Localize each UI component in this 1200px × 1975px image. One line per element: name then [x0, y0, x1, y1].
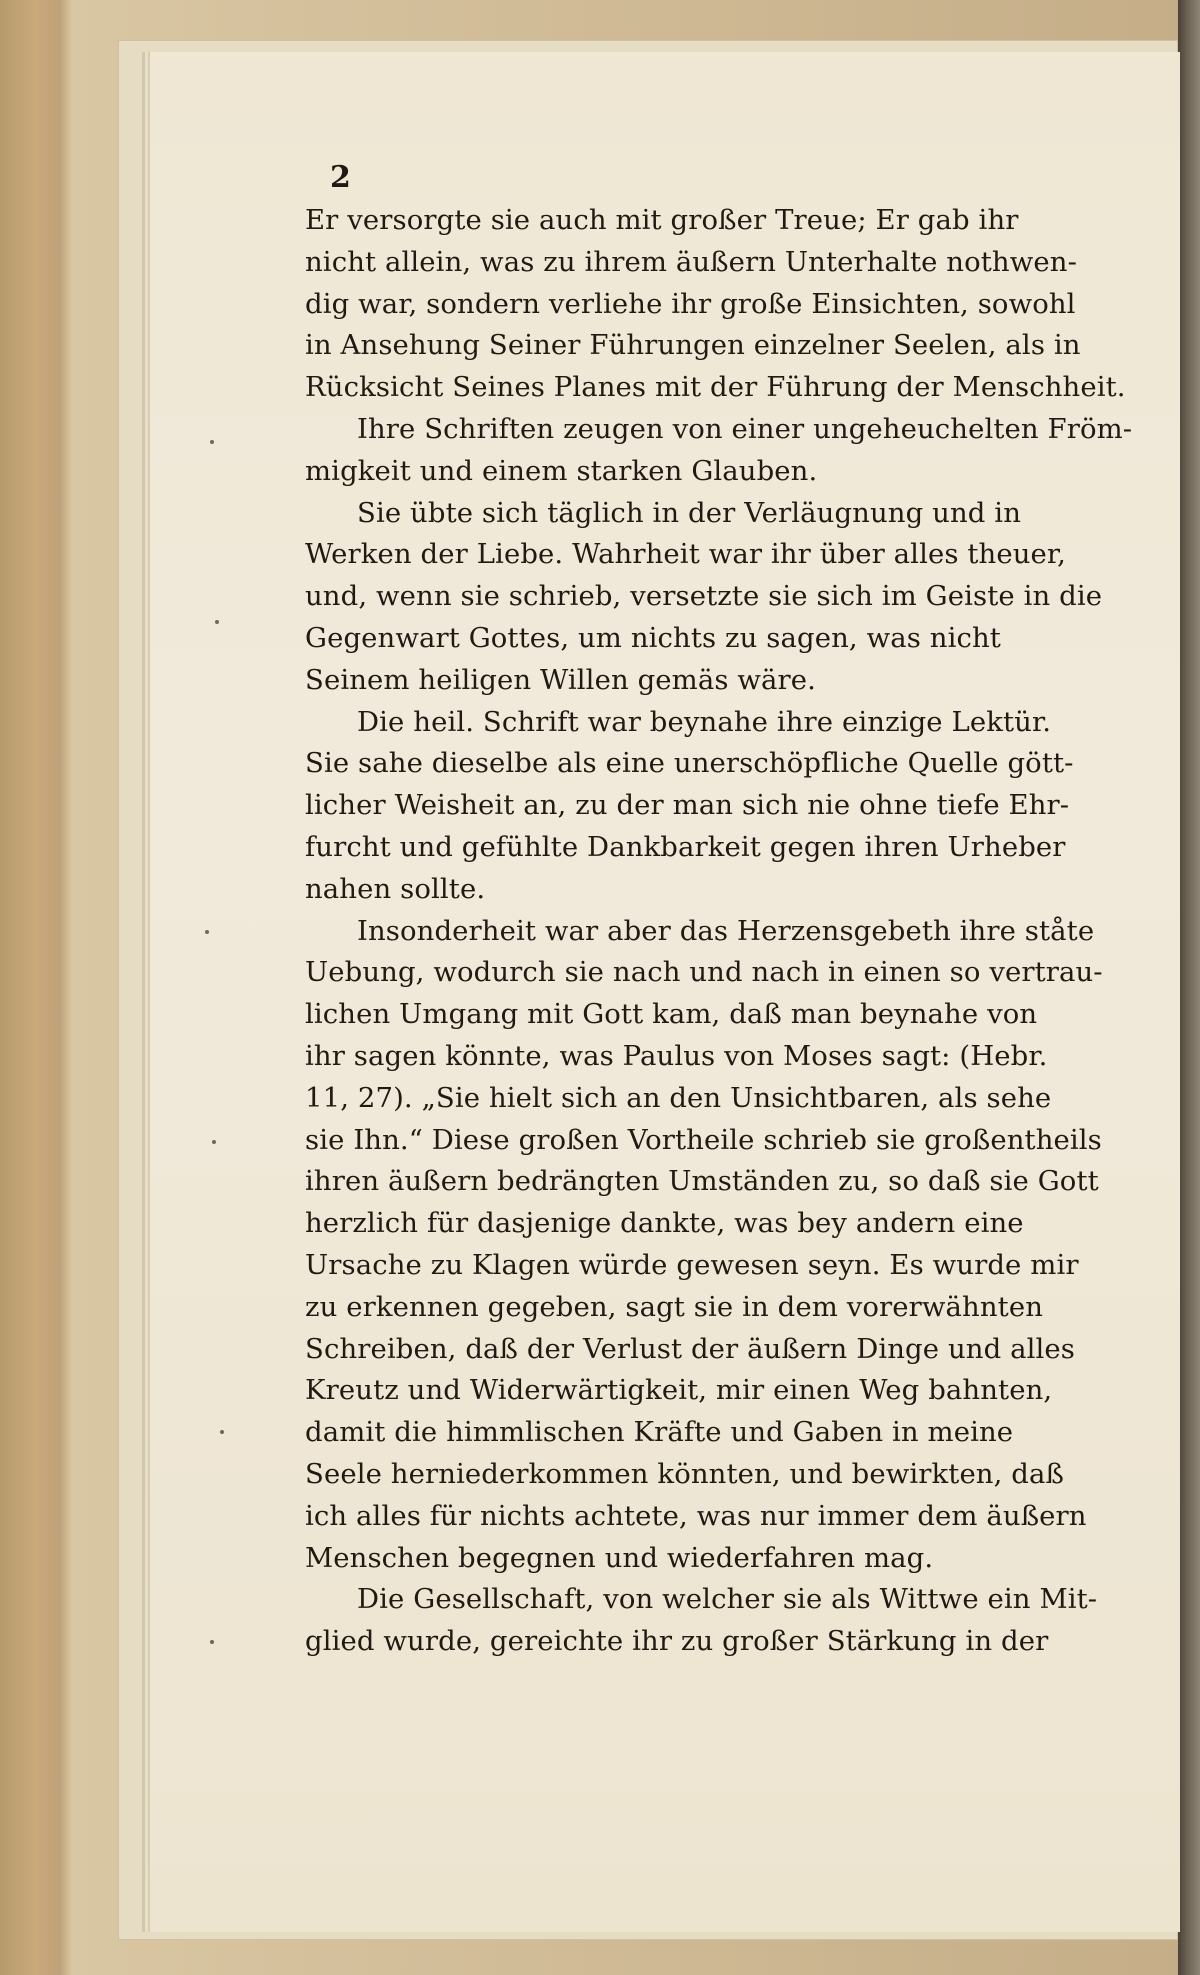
text-line: ihren äußern bedrängten Umständen zu, so daß sie Gott — [305, 1165, 1099, 1198]
page-number: 2 — [330, 160, 351, 195]
text-line: dig war, sondern verliehe ihr große Einsichten, sowohl — [305, 287, 1076, 320]
text-line: Die Gesellschaft, von welcher sie als Wittwe ein Mit- — [357, 1583, 1098, 1616]
text-line: Kreutz und Widerwärtigkeit, mir einen Weg bahnten, — [305, 1374, 1053, 1407]
text-line: ihr sagen könnte, was Paulus von Moses sagt: (Hebr. — [305, 1039, 1048, 1072]
text-line: Menschen begegnen und wiederfahren mag. — [305, 1541, 934, 1574]
text-line: Seele herniederkommen könnten, und bewirkten, daß — [305, 1457, 1064, 1490]
text-line: Schreiben, daß der Verlust der äußern Dinge und alles — [305, 1332, 1076, 1365]
text-line: Seinem heiligen Willen gemäs wäre. — [305, 663, 817, 696]
text-line: Rücksicht Seines Planes mit der Führung der Menschheit. — [305, 371, 1126, 404]
text-line: furcht und gefühlte Dankbarkeit gegen ihren Urheber — [305, 830, 1066, 863]
text-line: sie Ihn.“ Diese großen Vortheile schrieb sie großentheils — [305, 1123, 1102, 1156]
text-line: herzlich für dasjenige dankte, was bey andern eine — [305, 1207, 1024, 1240]
book-spine-edge — [1178, 0, 1200, 1975]
text-line: Sie sahe dieselbe als eine unerschöpfliche Quelle gött- — [305, 747, 1074, 780]
text-line: Ihre Schriften zeugen von einer ungeheuchelten Fröm- — [357, 412, 1133, 445]
text-line: Die heil. Schrift war beynahe ihre einzige Lektür. — [357, 705, 1052, 738]
text-line: Er versorgte sie auch mit großer Treue; Er gab ihr — [305, 204, 1019, 236]
text-line: zu erkennen gegeben, sagt sie in dem vorerwähnten — [305, 1290, 1044, 1323]
body-text — [305, 200, 1175, 1663]
text-line: licher Weisheit an, zu der man sich nie ohne tiefe Ehr- — [305, 789, 1070, 822]
text-line: damit die himmlischen Kräfte und Gaben in meine — [305, 1416, 1014, 1449]
text-line: Ursache zu Klagen würde gewesen seyn. Es wurde mir — [305, 1248, 1079, 1281]
text-line: Werken der Liebe. Wahrheit war ihr über alles theuer, — [305, 538, 1066, 571]
text-line: lichen Umgang mit Gott kam, daß man beynahe von — [305, 998, 1038, 1031]
text-line: nicht allein, was zu ihrem äußern Unterhalte nothwen- — [305, 245, 1077, 278]
text-line: Sie übte sich täglich in der Verläugnung und in — [357, 496, 1022, 529]
text-line: Gegenwart Gottes, um nichts zu sagen, was nicht — [305, 621, 1001, 654]
text-line: ich alles für nichts achtete, was nur immer dem äußern — [305, 1499, 1087, 1532]
text-line: in Ansehung Seiner Führungen einzelner Seelen, als in — [305, 329, 1081, 362]
text-line: nahen sollte. — [305, 872, 486, 905]
text-line: Insonderheit war aber das Herzensgebeth ihre ståte — [357, 914, 1095, 947]
text-line: migkeit und einem starken Glauben. — [305, 454, 818, 487]
text-line: glied wurde, gereichte ihr zu großer Stärkung in der — [305, 1625, 1049, 1658]
text-line: 11, 27). „Sie hielt sich an den Unsichtbaren, als sehe — [305, 1081, 1052, 1114]
text-line: Uebung, wodurch sie nach und nach in einen so vertrau- — [305, 956, 1103, 989]
text-line: und, wenn sie schrieb, versetzte sie sich im Geiste in die — [305, 580, 1103, 613]
